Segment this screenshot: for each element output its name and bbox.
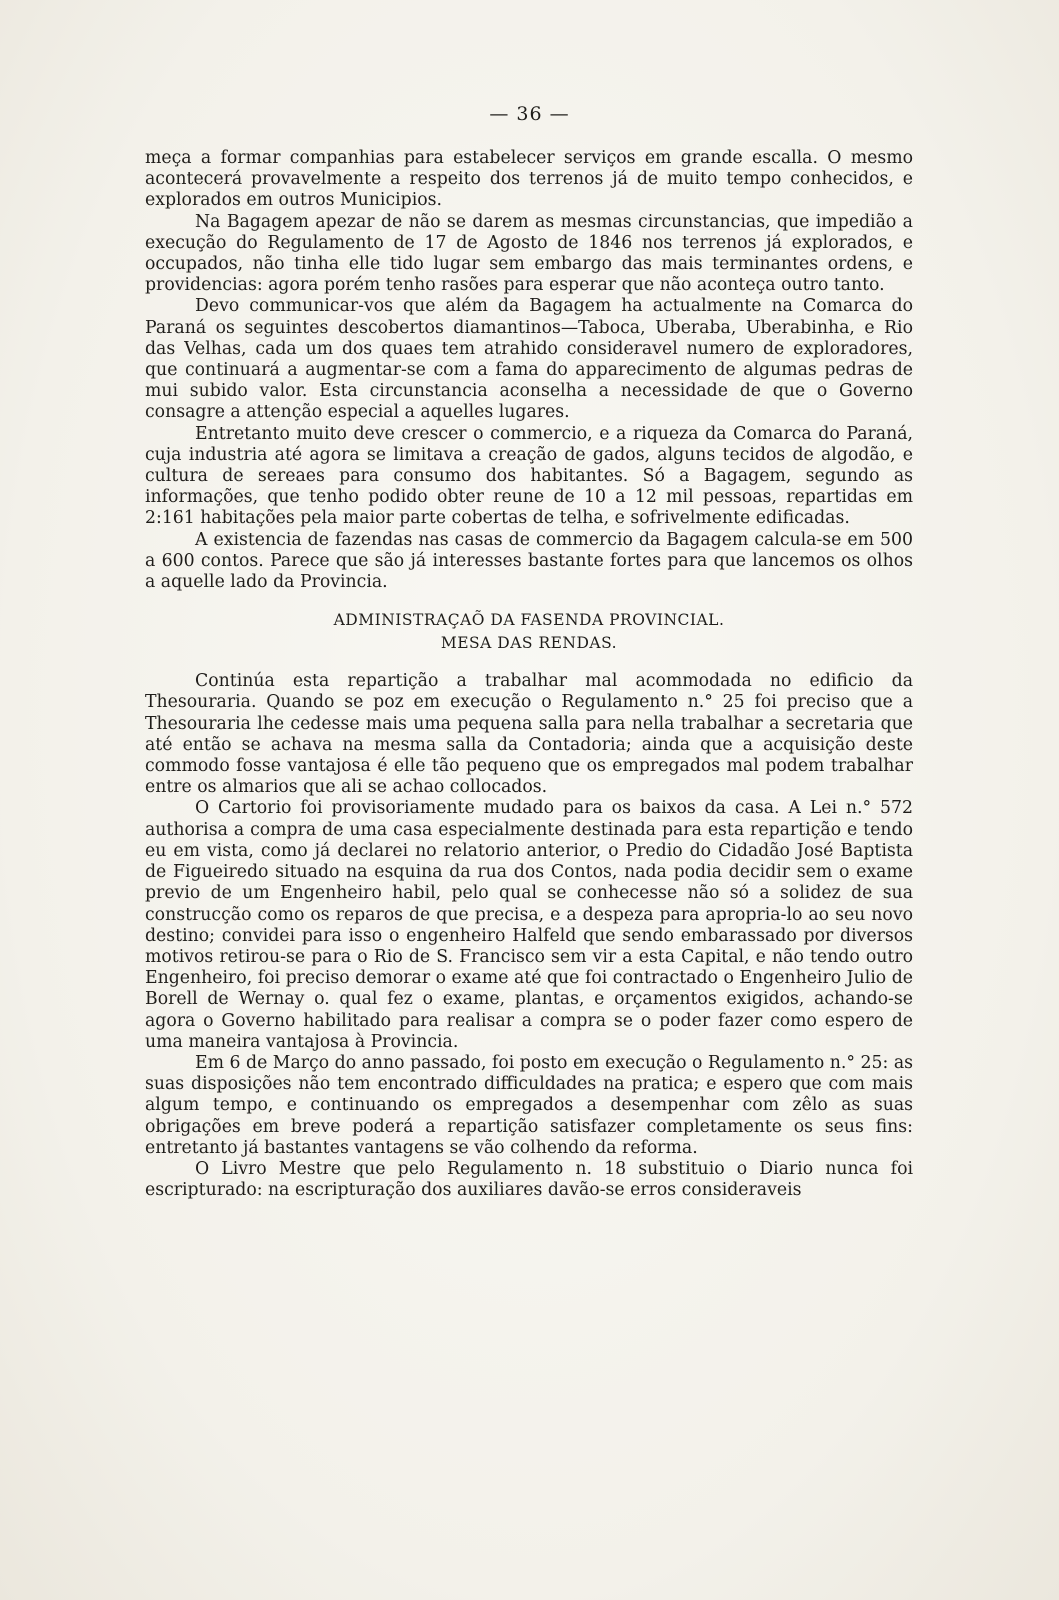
paragraph: O Cartorio foi provisoriamente mudado para os baixos da casa. A Lei n.° 572 authorisa a compra de uma casa especialmente destinada para esta repartição e tendo eu em vista, como já declarei no relatorio anterior, o Predio do Cidadão José Baptista de Figueiredo situado na esquina da rua dos Contos, nada podia decidir sem o exame previo de um Engenheiro habil, pelo qual se conhecesse não só a solidez de sua construcção como os reparos de que precisa, e a despeza para apropria-lo ao seu novo destino; convidei para isso o engenheiro Halfeld que sendo embarassado por diversos motivos retirou-se para o Rio de S. Francisco sem vir a esta Capital, e não tendo outro Engenheiro, foi preciso demorar o exame até que foi contractado o Engenheiro Julio de Borell de Wernay o. qual fez o exame, plantas, e orçamentos exigidos, achando-se agora o Governo habilitado para realisar a compra se o poder fazer como espero de uma maneira vantajosa à Provincia. bbox=[145, 798, 913, 1052]
paragraph: Entretanto muito deve crescer o commercio, e a riqueza da Comarca do Paraná, cuja industria até agora se limitava a creação de gados, alguns tecidos de algodão, e cultura de sereaes para consumo dos habitantes. Só a Bagagem, segundo as informações, que tenho podido obter reune de 10 a 12 mil pessoas, repartidas em 2:161 habitações pela maior parte cobertas de telha, e sofrivelmente edificadas. bbox=[145, 423, 913, 529]
paragraph: Continúa esta repartição a trabalhar mal acommodada no edificio da Thesouraria. Quando se poz em execução o Regulamento n.° 25 foi preciso que a Thesouraria lhe cedesse mais uma pequena salla para nella trabalhar a secretaria que até então se achava na mesma salla da Contadoria; ainda que a acquisição deste commodo fosse vantajosa é elle tão pequeno que os empregados mal podem trabalhar entre os almarios que ali se achao collocados. bbox=[145, 671, 913, 798]
paragraph: Em 6 de Março do anno passado, foi posto em execução o Regulamento n.° 25: as suas disposições não tem encontrado difficuldades na pratica; e espero que com mais algum tempo, e continuando os empregados a desempenhar com zêlo as suas obrigações em breve poderá a repartição satisfazer completamente os seus fins: entretanto já bastantes vantagens se vão colhendo da reforma. bbox=[145, 1052, 913, 1158]
paragraph: Na Bagagem apezar de não se darem as mesmas circunstancias, que impedião a execução do Regulamento de 17 de Agosto de 1846 nos terrenos já explorados, e occupados, não tinha elle tido lugar sem embargo das mais terminantes ordens, e providencias: agora porém tenho rasões para esperar que não aconteça outro tanto. bbox=[145, 211, 913, 296]
subsection-heading: MESA DAS RENDAS. bbox=[440, 634, 618, 653]
document-body bbox=[145, 148, 913, 1201]
paragraph: A existencia de fazendas nas casas de commercio da Bagagem calcula-se em 500 a 600 contos. Parece que são já interesses bastante fortes para que lancemos os olhos a aquelle lado da Provincia. bbox=[145, 529, 913, 593]
paragraph: meça a formar companhias para estabelecer serviços em grande escalla. O mesmo acontecerá provavelmente a respeito dos terrenos já de muito tempo conhecidos, e explorados em outros Municipios. bbox=[145, 148, 913, 211]
paragraph: O Livro Mestre que pelo Regulamento n. 18 substituio o Diario nunca foi escripturado: na escripturação dos auxiliares davão-se erros consideraveis bbox=[145, 1158, 913, 1201]
page-number: — 36 — bbox=[489, 103, 570, 125]
section-heading: ADMINISTRAÇAÕ DA FASENDA PROVINCIAL. bbox=[333, 611, 725, 630]
paragraph: Devo communicar-vos que além da Bagagem ha actualmente na Comarca do Paraná os seguintes descobertos diamantinos—Taboca, Uberaba, Uberabinha, e Rio das Velhas, cada um dos quaes tem atrahido consideravel numero de exploradores, que continuará a augmentar-se com a fama do apparecimento de algumas pedras de mui subido valor. Esta circunstancia aconselha a necessidade de que o Governo consagre a attenção especial a aquelles lugares. bbox=[145, 296, 913, 423]
